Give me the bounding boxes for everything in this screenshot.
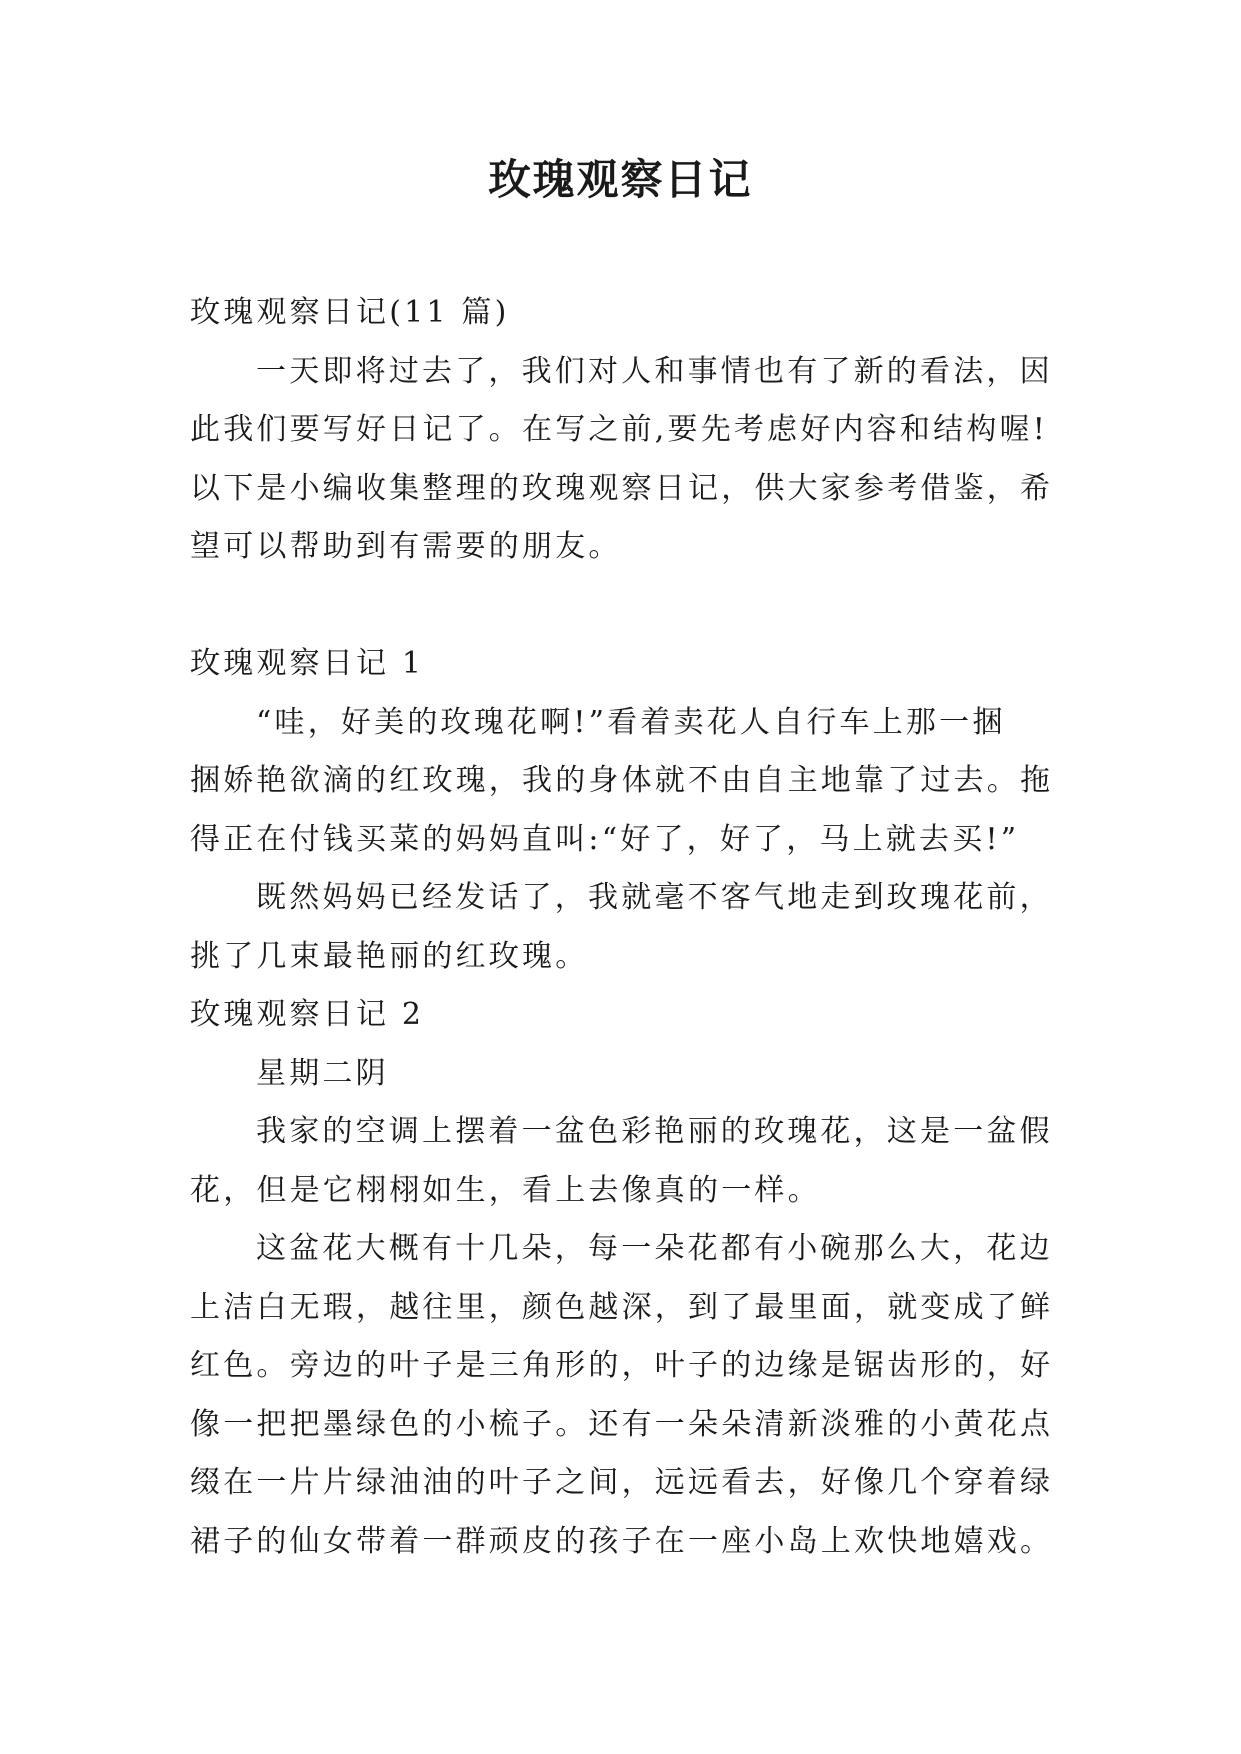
paragraph-gap	[190, 577, 1060, 636]
diary-2-line: 我家的空调上摆着一盆色彩艳丽的玫瑰花，这是一盆假	[256, 1114, 1053, 1149]
collection-heading: 玫瑰观察日记(11 篇)	[190, 295, 510, 330]
diary-2-line: 上洁白无瑕，越往里，颜色越深，到了最里面，就变成了鲜	[190, 1289, 1054, 1325]
document-title: 玫瑰观察日记	[488, 155, 753, 204]
diary-2-line: 缀在一片片绿油油的叶子之间，远远看去，好像几个穿着绿	[190, 1465, 1054, 1500]
document-body	[190, 284, 1060, 1571]
diary-1-line: 捆娇艳欲滴的红玫瑰，我的身体就不由自主地靠了过去。拖	[190, 763, 1054, 798]
diary-1-line: 得正在付钱买菜的妈妈直叫:“好了，好了，马上就去买!”	[190, 821, 1020, 857]
diary-2-date: 星期二阴	[256, 1055, 389, 1091]
diary-1-line: 既然妈妈已经发话了，我就毫不客气地走到玫瑰花前，	[256, 880, 1053, 915]
intro-line: 此我们要写好日记了。在写之前,要先考虑好内容和结构喔!	[190, 412, 1048, 447]
diary-1-line: “哇，好美的玫瑰花啊!”看着卖花人自行车上那一捆	[256, 704, 1006, 740]
intro-line: 望可以帮助到有需要的朋友。	[190, 529, 622, 564]
diary-1-heading: 玫瑰观察日记 1	[190, 646, 425, 681]
diary-1-line: 挑了几束最艳丽的红玫瑰。	[190, 938, 589, 974]
intro-line: 一天即将过去了，我们对人和事情也有了新的看法，因	[256, 353, 1053, 389]
diary-2-line: 这盆花大概有十几朵，每一朵花都有小碗那么大，花边	[256, 1231, 1053, 1266]
diary-2-line: 像一把把墨绿色的小梳子。还有一朵朵清新淡雅的小黄花点	[190, 1406, 1054, 1442]
diary-2-line: 裙子的仙女带着一群顽皮的孩子在一座小岛上欢快地嬉戏。	[190, 1523, 1054, 1559]
diary-2-line: 红色。旁边的叶子是三角形的，叶子的边缘是锯齿形的，好	[190, 1348, 1054, 1383]
diary-2-heading: 玫瑰观察日记 2	[190, 997, 425, 1032]
intro-line: 以下是小编收集整理的玫瑰观察日记，供大家参考借鉴，希	[190, 470, 1054, 506]
diary-2-line: 花，但是它栩栩如生，看上去像真的一样。	[190, 1172, 821, 1208]
